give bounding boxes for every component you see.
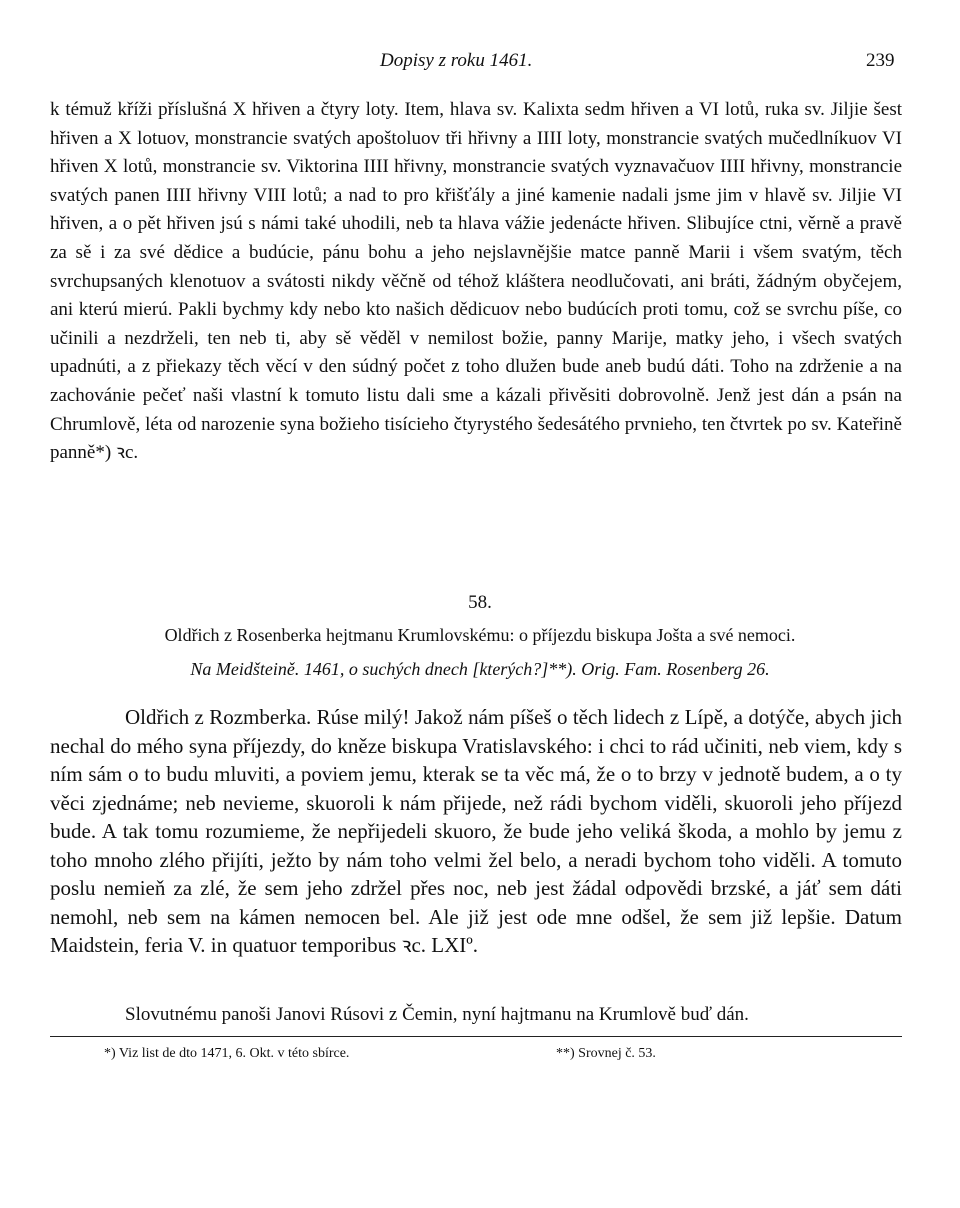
previous-document-text: k témuž kříži příslušná X hřiven a čtyry loty. Item, hlava sv. Kalixta sedm hřiven a VI lotů, ruka sv. Jiljie šest hřiven a X lotuov, monstrancie svatých apoštoluov tři hřivny a IIII loty, monstrancie svatých mučedlníkuov VI hřiven X lotů, monstrancie sv. Viktorina IIII hřivny, monstrancie svatých vyznavačuov IIII hřivny, monstrancie svatých panen IIII hřivny VIII lotů; a nad to pro křišťály a jiné kamenie nadali jsme jim v hlavě sv. Jiljie VI hřiven, a o pět hřiven jsú s námi také uhodili, neb ta hlava vážie jedenácte hřiven. Slibujíce ctni, věrně a pravě za sě i za své dědice a budúcie, pánu bohu a jeho nejslavnějšie matce panně Marii i všem svatým, těch svrchupsaných klenotuov a svátosti nikdy věčně od téhož kláštera neodlučovati, ani bráti, žádným obyčejem, ani kterú mierú. Pakli bychmy kdy nebo kto našich dědicuov nebo budúcích proti tomu, což se svrchu píše, co učinili a nezdrželi, ten neb ti, aby sě věděl v nemilost božie, panny Marije, matky jeho, i všech svatých upadnúti, a z přiekazy těch věcí v den súdný počet z toho dlužen bude aneb budú dáti. Toho na zdrženie a na zachovánie pečeť naši vlastní k tomuto listu dali sme a kázali přivěsiti dobrovolně. Jenž jest dán a psán na Chrumlově, léta od narozenie syna božieho tisícieho čtyrystého šedesátého prvnieho, ten čtvrtek po sv. Kateřině panně*) ꝛc. bbox=[50, 99, 902, 464]
document-heading: Oldřich z Rosenberka hejtmanu Krumlovskému: o příjezdu biskupa Jošta a své nemoci. bbox=[164, 625, 796, 645]
document-source: Na Meidšteině. 1461, o suchých dnech [kterých?]**). Orig. Fam. Rosenberg 26. bbox=[190, 659, 770, 679]
footnote-1: *) Viz list de dto 1471, 6. Okt. v této sbírce. bbox=[104, 1046, 350, 1061]
footnote-2: **) Srovnej č. 53. bbox=[556, 1046, 656, 1061]
letter-address: Slovutnému panoši Janovi Rúsovi z Čemin, nyní hajtmanu na Krumlově buď dán. bbox=[125, 1004, 749, 1025]
letter-body: Oldřich z Rozmberka. Rúse milý! Jakož nám píšeš o těch lidech z Lípě, a dotýče, abych jich nechal do mého syna příjezdy, do kněze biskupa Vratislavského: i chci to rád učiniti, neb viem, kdy s ním sám o to budu mluviti, a poviem jemu, kterak se ta věc má, že o to brzy v jednotě budem, a o ty věci zjednáme; neb nevieme, skuoroli k nám přijede, než rádi bychom viděli, skuoroli jeho příjezd bude. A tak tomu rozumieme, že nepřijedeli skuoro, že bude jeho veliká škoda, a mohlo by jemu z toho mnoho zlého přijíti, ježto by nám toho velmi žel belo, a neradi bychom toho viděli. A tomuto poslu nemieň za zlé, že sem jeho zdržel přes noc, neb jest žádal odpovědi brzské, a jáť sem dáti nemohl, neb sem na kámen nemocen bel. Ale již jest ode mne odšel, že sem již lepšie. Datum Maidstein, feria V. in quatuor temporibus ꝛc. LXIº. bbox=[50, 705, 902, 957]
running-title: Dopisy z roku 1461. bbox=[380, 50, 533, 71]
page-number: 239 bbox=[866, 50, 895, 71]
document-number: 58. bbox=[468, 592, 492, 613]
footnote-divider bbox=[50, 1036, 902, 1037]
